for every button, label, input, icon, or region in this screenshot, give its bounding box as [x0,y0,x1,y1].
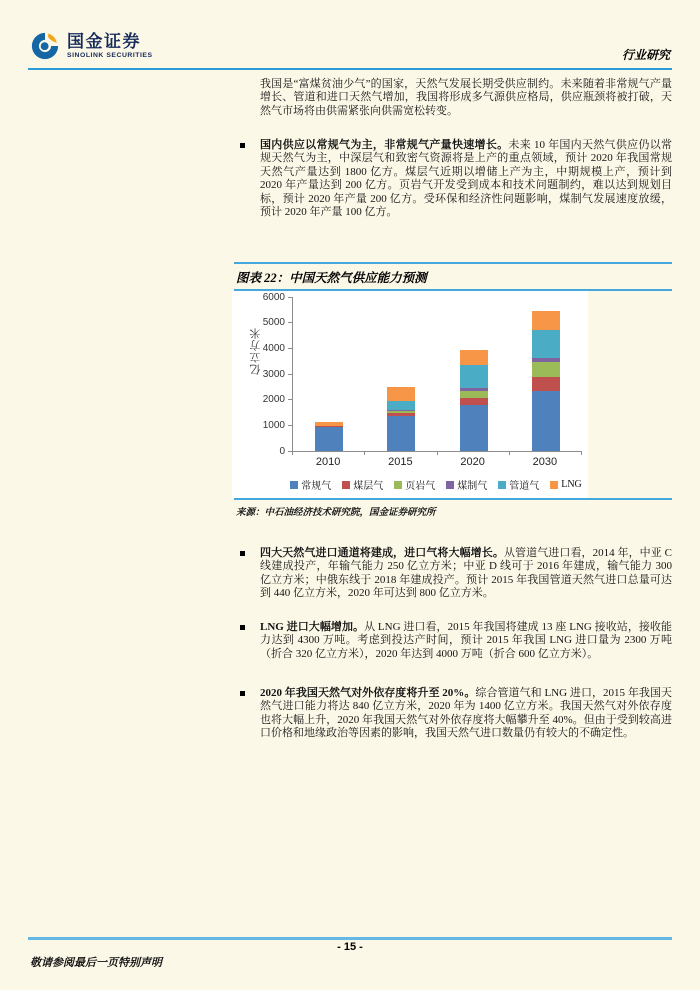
legend-swatch-icon [446,481,454,489]
bar-segment-常规气 [387,416,415,451]
bullet-bold-lead: 四大天然气进口通道将建成，进口气将大幅增长。 [260,547,504,559]
bullet-item-import-dependence [238,687,672,741]
bar-segment-页岩气 [460,391,488,399]
y-tick-mark [288,322,292,323]
footer-rule [28,937,672,940]
figure-title: 图表 22：中国天然气供应能力预测 [236,271,427,285]
legend-item-页岩气 [394,477,435,492]
bullet-square-icon [240,625,245,630]
legend-label: 常规气 [301,481,332,492]
legend-item-LNG [550,479,582,490]
x-category-label: 2015 [388,456,413,468]
intro-paragraph: 我国是“富煤贫油少气”的国家，天然气发展长期受供应制约。未来随着非常规气产量增长、管道和进口天然气增加，我国将形成多气源供应格局，供应瓶颈将被打破，天然气市场将由供需紧张向供需宽松转变。 [260,78,672,117]
stacked-bar-2020 [460,350,488,451]
x-tick-mark [581,452,582,455]
bullet-item-import-channels [238,547,672,601]
stacked-bar-chart [232,291,588,498]
figure-source: 来源：中石油经济技术研究院，国金证券研究所 [236,508,436,518]
legend-item-煤制气 [446,477,487,492]
y-tick-mark [288,297,292,298]
y-tick-mark [288,399,292,400]
bullet-text [260,621,672,661]
legend-item-煤层气 [342,477,383,492]
bullet-bold-lead: 2020 年我国天然气对外依存度将升至 20%。 [260,687,476,699]
page-header [28,28,672,70]
bar-segment-管道气 [460,365,488,388]
x-tick-mark [292,452,293,455]
chart-plot-area [292,297,582,452]
bullet-body: 综合管道气和 LNG 进口，2015 年我国天然气进口能力将达 840 亿立方米，2020 年为 1400 亿立方米。我国天然气对外依存度也将大幅上升，2020 年我国天然气对外依存度将大幅攀升至 40%。但由于受到较高进口价格和地缘政治等因素的影响，我国天然气进口数量仍有较大的不确定性。 [260,687,673,740]
bullet-item-lng-imports [238,621,672,661]
bullet-body: 从 LNG 进口看，2015 年我国将建成 13 座 LNG 接收站，接收能力达到 4300 万吨。考虑到投达产时间，预计 2015 年我国 LNG 进口量为 2300 万吨（折合 320 亿立方米），2020 年达到 4000 万吨（折合 600 亿立方米）。 [260,621,672,660]
legend-label: 煤层气 [353,481,384,492]
stacked-bar-2030 [532,311,560,451]
sinolink-logo [30,31,153,61]
bullet-square-icon [240,143,245,148]
x-category-label: 2030 [532,456,558,468]
bullet-bold-lead: LNG 进口大幅增加。 [260,621,365,633]
bar-segment-常规气 [315,427,343,451]
logo-text-en: SINOLINK SECURITIES [67,51,153,59]
y-tick-label: 2000 [262,394,285,406]
y-tick-label: 6000 [262,291,285,303]
bar-segment-LNG [387,387,415,401]
bar-slot [510,297,582,451]
sinolink-logo-icon [30,31,60,61]
legend-label: LNG [561,479,582,490]
bar-segment-LNG [460,350,488,365]
x-axis-labels [292,456,581,468]
x-tick-mark [437,452,438,455]
legend-swatch-icon [290,481,298,489]
y-tick-label: 5000 [262,317,285,329]
y-tick-label: 4000 [262,342,285,354]
bar-segment-常规气 [532,391,560,451]
bar-segment-管道气 [532,330,560,358]
bar-segment-常规气 [460,405,488,451]
logo-text-cn: 国金证券 [67,31,141,51]
bullet-body: 从管道气进口看，2014 年，中亚 C 线建成投产，年输气能力 250 亿立方米；中亚 D 线可于 2016 年建成，输气能力 300 亿立方米；中俄东线于 2018 年建成投产。预计 2015 年我国管道天然气进口总量可达到 440 亿立方米，2020 年可达到 800 亿立方米。 [260,547,673,600]
bullet-item-domestic-supply [238,139,672,219]
bar-segment-管道气 [387,401,415,410]
legend-label: 煤制气 [457,481,488,492]
page-number: - 15 - [337,941,363,953]
legend-label: 管道气 [509,481,540,492]
chart-legend [280,477,592,492]
x-category-label: 2010 [315,456,341,468]
legend-label: 页岩气 [405,481,436,492]
legend-item-管道气 [498,477,539,492]
legend-swatch-icon [498,481,506,489]
bullet-bold-lead: 国内供应以常规气为主，非常规气产量快速增长。 [260,139,509,151]
y-tick-mark [288,348,292,349]
bar-segment-煤层气 [532,377,560,392]
x-category-label: 2020 [460,456,485,468]
bar-slot [293,297,365,451]
bullet-text [260,139,672,219]
legend-swatch-icon [342,481,350,489]
bullet-square-icon [240,691,245,696]
footer-disclaimer: 敬请参阅最后一页特别声明 [30,957,162,969]
x-tick-mark [509,452,510,455]
report-category-label: 行业研究 [621,48,670,62]
legend-swatch-icon [394,481,402,489]
bullet-text [260,687,672,741]
bullet-text [260,547,672,601]
legend-swatch-icon [550,481,558,489]
x-tick-mark [364,452,365,455]
bullet-body: 未来 10 年国内天然气供应仍以常规天然气为主，中深层气和致密气资源将是上产的重点领域，预计 2020 年我国常规天然气产量达到 1800 亿方。煤层气近期以增储上产为主，中期规模上产，预计到 2020 年产量达到 200 亿方。页岩气开发受到成本和技术问题制约，难以达到规划目标，预计 2020 年产量 200 亿方。受环保和经济性问题影响，煤制气发展速度放缓，预计 2020 年产量 100 亿方。 [260,139,673,219]
stacked-bar-2015 [387,387,415,451]
y-tick-label: 0 [279,445,285,457]
bar-segment-LNG [532,311,560,330]
y-axis-title: 亿立方米 [250,327,262,375]
figure-22 [234,262,672,518]
bar-slot [365,297,437,451]
y-tick-mark [288,425,292,426]
y-tick-label: 3000 [262,368,285,380]
bullet-square-icon [240,551,245,556]
logo-text [67,33,153,60]
bar-slot [438,297,510,451]
legend-item-常规气 [290,477,331,492]
stacked-bar-2010 [315,422,343,451]
y-tick-label: 1000 [262,419,285,431]
y-tick-mark [288,374,292,375]
bar-segment-页岩气 [532,362,560,376]
